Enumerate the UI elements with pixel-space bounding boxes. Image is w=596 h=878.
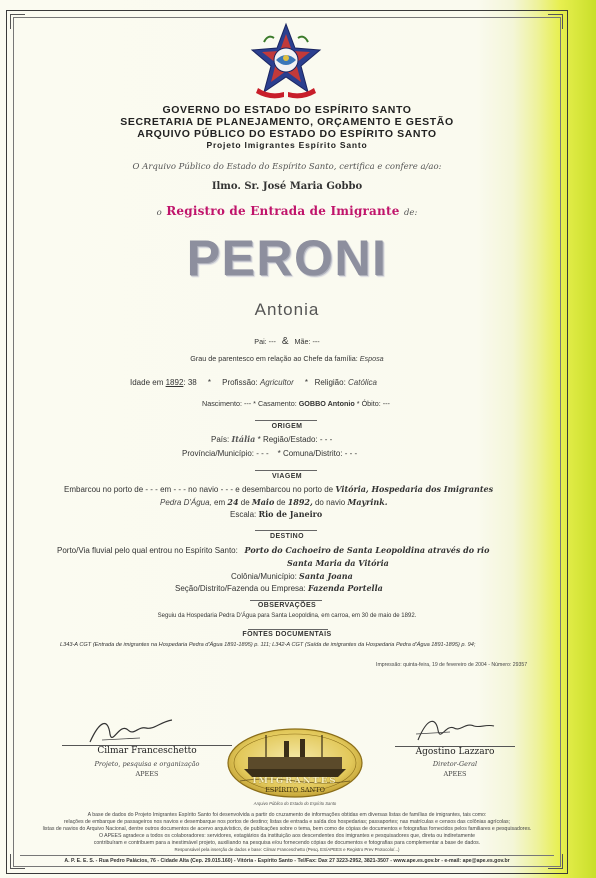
immigrant-surname: PERONI	[186, 230, 388, 286]
commune-value: - - -	[344, 449, 358, 458]
section-divider	[255, 530, 317, 531]
observations-text: Seguiu da Hospedaria Pedra D'Água para Santa Leopoldina, em carroa, em 30 de maio de 1892.	[157, 613, 417, 619]
destination-heading: DESTINO	[270, 533, 304, 540]
age-year: 1892	[165, 378, 184, 387]
arrival-ship: Mayrink.	[347, 497, 388, 507]
voyage-line-2	[160, 497, 388, 507]
signer-left-org: APEES	[135, 770, 159, 778]
destination-port-value: Porto do Cachoeiro de Santa Leopoldina através do rio	[244, 545, 490, 555]
voyage-line-1	[64, 484, 493, 494]
mother-label: Mãe:	[294, 337, 311, 346]
footer-divider	[20, 855, 554, 856]
register-prefix: o	[156, 208, 162, 218]
recipient-name: Ilmo. Sr. José Maria Gobbo	[211, 181, 363, 192]
marriage-value: GOBBO Antonio	[298, 399, 355, 408]
section-divider	[255, 470, 317, 471]
stopover-label: Escala:	[230, 510, 257, 519]
voyage-text: e desembarcou no porto de	[235, 485, 334, 494]
religion-value: Católica	[348, 378, 377, 387]
section-divider	[248, 629, 328, 630]
header-archive: ARQUIVO PÚBLICO DO ESTADO DO ESPÍRITO SANTO	[137, 128, 437, 140]
country-value: Itália	[231, 434, 256, 444]
kinship-label: Grau de parentesco em relação ao Chefe da família:	[190, 354, 358, 363]
star: *	[356, 399, 360, 408]
birth-label: Nascimento:	[202, 399, 242, 408]
observations-heading: OBSERVAÇÕES	[257, 602, 317, 609]
section-line	[175, 583, 383, 593]
voyage-stopover-line	[230, 509, 322, 519]
print-info	[376, 662, 527, 668]
footer-text-2: relações de embarque de passageiros nos navios e desembarque nos portos de destino; listas de entrada e saída dos hospedarias; passaportes; nas matrículas e censos das colônias agrícolas;	[63, 819, 511, 825]
destination-port-value-cont: Santa Maria da Vitória	[287, 558, 389, 568]
voyage-text: do navio	[314, 498, 346, 507]
age-value: 38	[187, 378, 197, 387]
seal-title: IMIGRANTES	[252, 776, 338, 786]
signer-right-name: Agostino Lazzaro	[415, 747, 495, 757]
signer-left-name: Cilmar Franceschetto	[97, 746, 197, 756]
region-label: Região/Estado:	[262, 435, 318, 444]
province-label: Província/Município:	[182, 449, 255, 458]
country-label: País:	[211, 435, 230, 444]
border-corner	[548, 14, 563, 29]
header-project: Projeto Imigrantes Espírito Santo	[206, 140, 368, 150]
border-corner	[10, 14, 25, 29]
stopover-value: Rio de Janeiro	[258, 509, 323, 519]
origin-heading: ORIGEM	[271, 423, 303, 430]
arrival-day: 24	[227, 497, 239, 507]
seal-subtitle: ESPÍRITO SANTO	[265, 786, 325, 794]
age-label: Idade em	[130, 378, 164, 387]
destination-port-cont	[287, 558, 389, 568]
register-title-line	[20, 202, 554, 220]
state-coat-of-arms-icon	[250, 22, 322, 104]
age-profession-line: Idade em 1892: 38 * Profissão: Agricultor * Religião: Católica	[130, 378, 377, 387]
footer-text-6: Responsável pela inserção de dados e base: Cilmar Franceschetto (Pesq. ES/APEES e Registro Prev Protocolo/...)	[174, 847, 400, 852]
departure-port: - - -	[145, 485, 158, 494]
region-value: - - -	[319, 435, 333, 444]
star: *	[277, 449, 281, 458]
father-value: ---	[268, 337, 276, 346]
departure-date: - - -	[173, 485, 186, 494]
colony-label: Colônia/Município:	[231, 572, 297, 581]
signer-right-role: Diretor-Geral	[432, 760, 478, 768]
register-suffix: de:	[403, 208, 418, 218]
section-divider	[255, 420, 317, 421]
section-value: Fazenda Portella	[307, 583, 383, 593]
header-secretariat: SECRETARIA DE PLANEJAMENTO, ORÇAMENTO E GESTÃO	[120, 116, 454, 128]
star: *	[257, 435, 261, 444]
ampersand: &	[281, 336, 289, 347]
kinship-value: Esposa	[359, 354, 384, 363]
print-label: Impressão:	[376, 662, 402, 668]
profession-label: Profissão:	[222, 378, 258, 387]
register-title: Registro de Entrada de Imigrante	[166, 204, 400, 218]
star: *	[253, 399, 256, 408]
footer-text-1: A base de dados do Projeto Imigrantes Espírito Santo foi desenvolvida a partir do cruzamento de informações obtidas em diversas listas de famílias de imigrantes, tais como:	[87, 812, 487, 818]
departure-ship: - - -	[220, 485, 234, 494]
seal-caption: Arquivo Público do Estado do Espírito Santo	[253, 801, 337, 806]
birth-value: ---	[243, 399, 252, 408]
print-number: 29357	[512, 662, 528, 668]
kinship-line	[20, 354, 554, 363]
commune-label: Comuna/Distrito:	[282, 449, 343, 458]
parents-line	[20, 336, 554, 347]
signer-left-role: Projeto, pesquisa e organização	[94, 760, 200, 768]
arrival-port-cont: Pedra D'Água,	[160, 498, 212, 507]
footer-text-5: contribuíram e contribuem para a inestimável projeto, auxiliando na pesquisa e/ou fornecendo cópias de documentos e fotografias para complementar a base de dados.	[93, 840, 481, 846]
star: *	[207, 378, 211, 387]
certify-line: O Arquivo Público do Estado do Espírito Santo, certifica e confere a/ao:	[132, 162, 442, 172]
voyage-text: no navio	[188, 485, 219, 494]
print-number-label: - Número:	[488, 662, 512, 668]
section-divider	[250, 600, 322, 601]
origin-country-line	[211, 434, 332, 444]
footer-text-4: O APEES agradece a todos os colaboradores: servidores, estagiários da instituição aos descendentes dos imigrantes e pesquisadores que, direta ou indiretamente	[98, 833, 476, 839]
star: *	[304, 378, 308, 387]
voyage-heading: VIAGEM	[271, 473, 302, 480]
father-label: Pai:	[254, 337, 267, 346]
death-label: Óbito:	[361, 399, 381, 408]
signature-right-image	[410, 712, 500, 748]
arrival-year: 1892,	[287, 497, 313, 507]
destination-port-label: Porto/Via fluvial pelo qual entrou no Espírito Santo:	[57, 546, 238, 555]
life-events-line	[202, 399, 390, 408]
footer-address: A. P. E. E. S. - Rua Pedro Palácios, 76 - Cidade Alta (Cep. 29.015.160) - Vitória - Espírito Santo - Tel/Fax: Dax 27 3223-2952, 3821-3507 - www.ape.es.gov.br - e-mail: ape@ape.es.gov.br	[64, 858, 510, 864]
province-value: - - -	[256, 449, 269, 458]
colony-value: Santa Joana	[299, 571, 353, 581]
voyage-text: de	[240, 498, 250, 507]
footer-text-3: listas de navios do Arquivo Nacional, dentre outros documentos de acervo arquivístico, de publicações sobre o tema, bem como de cópias de documentos e fotografias fornecidos pelos familiares e pesquisadores.	[42, 826, 532, 832]
header-government: GOVERNO DO ESTADO DO ESPÍRITO SANTO	[162, 104, 412, 116]
death-value: ---	[382, 399, 390, 408]
arrival-month: Maio	[251, 497, 275, 507]
immigrant-given-name: Antonia	[254, 300, 320, 319]
profession-value: Agricultor	[259, 378, 294, 387]
religion-label: Religião:	[314, 378, 346, 387]
destination-port-line	[57, 545, 489, 555]
colony-line	[231, 571, 353, 581]
voyage-text: em	[160, 485, 172, 494]
section-label: Seção/Distrito/Fazenda ou Empresa:	[175, 584, 306, 593]
sources-text: L343-A CGT (Entrada de imigrantes na Hospedaria Pedra d'Água 1891-1895) p. 111; L342-A CGT (Saída de imigrantes da Hospedaria Pedra d'Água 1891-1895) p. 94;	[60, 642, 476, 648]
arrival-port: Vitória, Hospedaria dos Imigrantes	[335, 484, 494, 494]
marriage-label: Casamento:	[257, 399, 297, 408]
voyage-text: de	[276, 498, 286, 507]
signer-right-org: APEES	[443, 770, 467, 778]
mother-value: ---	[312, 337, 320, 346]
voyage-text: em	[214, 498, 226, 507]
sources-heading: FONTES DOCUMENTAIS	[242, 631, 332, 638]
origin-province-line	[182, 449, 357, 458]
print-date: quinta-feira, 19 de fevereiro de 2004	[403, 662, 487, 668]
voyage-text: Embarcou no porto de	[64, 485, 144, 494]
